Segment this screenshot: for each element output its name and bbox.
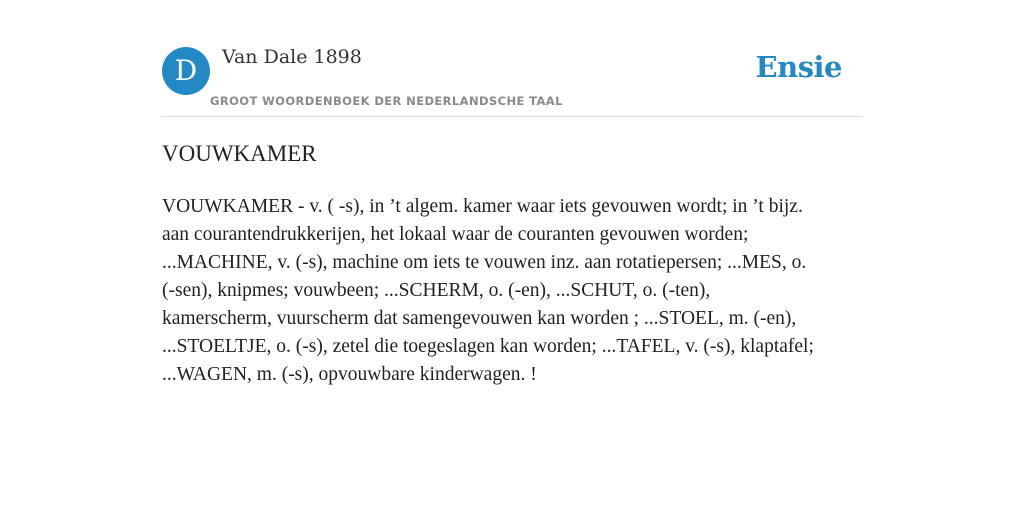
definition-line: ...STOELTJE, o. (-s), zetel die toegeslagen kan worden; ...TAFEL, v. (-s), klaptafel; xyxy=(162,336,814,357)
dictionary-badge[interactable]: D xyxy=(162,47,210,95)
definition-line: VOUWKAMER - v. ( -s), in ’t algem. kamer waar iets gevouwen wordt; in ’t bijz. xyxy=(162,196,803,217)
dictionary-subtitle: GROOT WOORDENBOEK DER NEDERLANDSCHE TAAL xyxy=(210,94,563,108)
entry-definition xyxy=(162,193,862,389)
dictionary-header xyxy=(162,44,862,117)
dictionary-title[interactable]: Van Dale 1898 xyxy=(222,46,362,68)
definition-line: ...WAGEN, m. (-s), opvouwbare kinderwagen. ! xyxy=(162,364,537,385)
definition-line: ...MACHINE, v. (-s), machine om iets te vouwen inz. aan rotatiepersen; ...MES, o. xyxy=(162,252,807,273)
definition-line: kamerscherm, vuurscherm dat samengevouwen kan worden ; ...STOEL, m. (-en), xyxy=(162,308,797,329)
definition-line: aan courantendrukkerijen, het lokaal waar de couranten gevouwen worden; xyxy=(162,224,749,245)
entry-headword: VOUWKAMER xyxy=(162,141,317,166)
ensie-logo[interactable]: Ensie xyxy=(755,50,842,84)
definition-line: (-sen), knipmes; vouwbeen; ...SCHERM, o. (-en), ...SCHUT, o. (-ten), xyxy=(162,280,711,301)
